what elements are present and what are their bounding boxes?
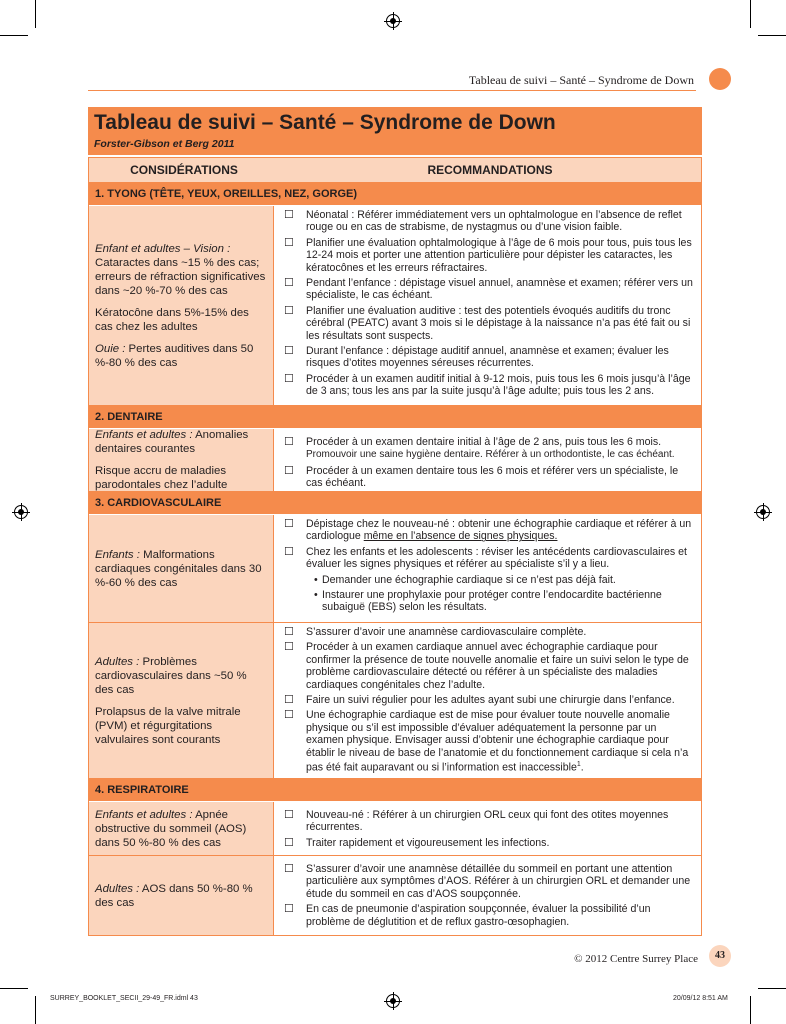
crop-mark	[35, 996, 36, 1024]
checkbox-icon: ☐	[284, 436, 294, 448]
sub-item	[284, 589, 693, 614]
crop-mark	[758, 35, 786, 36]
checkbox-icon: ☐	[284, 863, 294, 875]
page-number: 43	[709, 945, 731, 967]
crop-mark	[35, 0, 36, 28]
list-item	[284, 641, 693, 691]
recommendation-text: Procéder à un examen dentaire tous les 6 mois et référer vers un spécialiste, le cas échéant.	[306, 464, 679, 490]
recommendations-cell	[274, 802, 701, 855]
list-item	[284, 709, 693, 774]
recommendation-note: Promouvoir une saine hygiène dentaire. Référer à un orthodontiste, le cas échéant.	[306, 449, 675, 461]
footnote-marker: 1	[576, 761, 581, 769]
considerations-cell	[89, 802, 274, 855]
consideration-detail: Anomalies dentaires courantes	[95, 429, 249, 455]
header-dot	[709, 68, 731, 90]
table-row	[89, 623, 701, 779]
recommendation-text: Procéder à un examen auditif initial à 9-12 mois, puis tous les 6 mois jusqu’à l’âge de 3 ans; tous les ans par la suite jusqu’à l’âge adulte; puis tous les 2 ans.	[306, 372, 691, 398]
consideration-detail: AOS dans 50 %-80 % des cas	[95, 882, 253, 909]
table-row	[89, 802, 701, 856]
recommendations-cell	[274, 623, 701, 778]
list-item	[284, 837, 693, 849]
recommendation-text-group	[298, 709, 693, 774]
checkbox-icon: ☐	[284, 277, 294, 290]
crop-mark	[750, 0, 751, 28]
copyright: © 2012 Centre Surrey Place	[574, 953, 698, 965]
col-considerations: CONSIDÉRATIONS	[130, 163, 238, 177]
list-item	[284, 903, 693, 928]
considerations-cell	[89, 206, 274, 405]
consideration-detail: Cataractes dans ~15 % des cas; erreurs de réfraction significatives dans ~20 %-70 % des cas	[95, 256, 266, 297]
recommendation-text: Traiter rapidement et vigoureusement les infections.	[306, 836, 550, 849]
recommendation-emphasis: même en l’absence de signes physiques.	[363, 530, 558, 543]
checkbox-icon: ☐	[284, 209, 294, 221]
section-heading: 3. CARDIOVASCULAIRE	[89, 492, 701, 515]
consideration-lead: Adultes :	[95, 882, 140, 895]
registration-mark-icon	[386, 14, 400, 28]
sub-item-text: Demander une échographie cardiaque si ce n’est pas déjà fait.	[322, 573, 616, 586]
title-band	[88, 107, 702, 155]
consideration-text	[95, 428, 267, 456]
bullet-icon: •	[314, 589, 318, 602]
slug-filename: SURREY_BOOKLET_SECII_29-49_FR.idml 43	[50, 995, 198, 1002]
recommendation-text: Pendant l’enfance : dépistage visuel annuel, anamnèse et examen; référer vers un spécialiste, le cas échéant.	[306, 277, 693, 302]
consideration-text	[95, 808, 267, 850]
checkbox-icon: ☐	[284, 372, 294, 385]
considerations-cell	[89, 515, 274, 622]
checkbox-icon: ☐	[284, 518, 294, 530]
recommendation-text: Planifier une évaluation ophtalmologique à l’âge de 6 mois pour tous, puis tous les 12-24 mois et porter une attention particulière pour dépister les cataractes, les kératocônes et les erreurs réfractaires.	[306, 236, 692, 274]
running-head: Tableau de suivi – Santé – Syndrome de Down	[468, 73, 694, 87]
crop-mark	[758, 988, 786, 989]
list-item	[284, 345, 693, 370]
checkbox-icon: ☐	[284, 694, 294, 707]
consideration-text: Kératocône dans 5%-15% des cas chez les adultes	[95, 306, 249, 333]
consideration-text	[95, 882, 267, 910]
list-item	[284, 518, 693, 543]
table-row	[89, 206, 701, 406]
table-row	[89, 429, 701, 492]
list-item	[284, 373, 693, 398]
consideration-detail: Problèmes cardiovasculaires dans ~50 % des cas	[95, 655, 247, 696]
section-heading: 4. RESPIRATOIRE	[89, 779, 701, 802]
recommendations-cell	[274, 515, 701, 622]
crop-mark	[0, 988, 28, 989]
crop-mark	[750, 996, 751, 1024]
consideration-lead: Enfants et adultes :	[95, 429, 193, 441]
follow-up-table	[88, 157, 702, 936]
consideration-detail: Pertes auditives dans 50 %-80 % des cas	[95, 342, 254, 369]
considerations-cell	[89, 856, 274, 935]
list-item	[284, 277, 693, 302]
consideration-detail: Apnée obstructive du sommeil (AOS) dans 50 %-80 % des cas	[95, 808, 247, 849]
recommendation-text: Durant l’enfance : dépistage auditif annuel, anamnèse et examen; évaluer les risques d’otites moyennes séreuses récurrentes.	[306, 345, 669, 370]
checkbox-icon: ☐	[284, 903, 294, 916]
consideration-lead: Enfants et adultes :	[95, 808, 193, 821]
list-item	[284, 626, 693, 638]
sub-item-text: Instaurer une prophylaxie pour protéger contre l’endocardite bactérienne subaiguë (EBS) selon les résultats.	[322, 589, 662, 614]
bullet-icon: •	[314, 573, 318, 586]
list-item	[284, 209, 693, 234]
table-header	[89, 158, 701, 183]
consideration-text	[95, 655, 267, 697]
list-item	[284, 546, 693, 571]
checkbox-icon: ☐	[284, 464, 294, 477]
checkbox-icon: ☐	[284, 304, 294, 317]
consideration-text	[95, 342, 267, 370]
recommendation-text: Chez les enfants et les adolescents : réviser les antécédents cardiovasculaires et évaluer les signes physiques et référer au spécialiste s’il y a lieu.	[306, 545, 687, 571]
consideration-lead: Enfants :	[95, 548, 140, 561]
crop-mark	[0, 35, 28, 36]
considerations-cell	[89, 623, 274, 778]
registration-mark-icon	[756, 505, 770, 519]
list-item	[284, 809, 693, 834]
recommendation-text: Néonatal : Référer immédiatement vers un ophtalmologue en l’absence de reflet rouge ou en cas de strabisme, de nystagmus ou d’une vision faible.	[306, 209, 682, 234]
recommendation-text: Procéder à un examen dentaire initial à l’âge de 2 ans, puis tous les 6 mois.	[306, 436, 662, 448]
table-row	[89, 515, 701, 623]
registration-mark-icon	[14, 505, 28, 519]
consideration-lead: Ouie :	[95, 342, 126, 355]
section-heading: 2. DENTAIRE	[89, 406, 701, 429]
list-item	[284, 465, 693, 490]
checkbox-icon: ☐	[284, 836, 294, 849]
checkbox-icon: ☐	[284, 545, 294, 558]
checkbox-icon: ☐	[284, 809, 294, 821]
consideration-text: Risque accru de maladies parodontales chez l’adulte	[95, 465, 228, 491]
recommendation-text: Faire un suivi régulier pour les adultes ayant subi une chirurgie dans l’enfance.	[306, 694, 675, 707]
list-item	[284, 436, 693, 462]
checkbox-icon: ☐	[284, 709, 294, 722]
checkbox-icon: ☐	[284, 236, 294, 249]
list-item	[284, 863, 693, 900]
consideration-lead: Adultes :	[95, 655, 140, 668]
consideration-text: Prolapsus de la valve mitrale (PVM) et régurgitations valvulaires sont courants	[95, 705, 241, 746]
checkbox-icon: ☐	[284, 641, 294, 654]
recommendation-text: S’assurer d’avoir une anamnèse détaillée du sommeil en portant une attention particulière aux symptômes d’AOS. Référer à un chirurgien ORL et demander une étude du sommeil en cas d’AOS soupçonnée.	[306, 863, 691, 900]
list-item	[284, 237, 693, 274]
slug-timestamp: 20/09/12 8:51 AM	[673, 995, 728, 1002]
section-heading: 1. TYONG (TÊTE, YEUX, OREILLES, NEZ, GORGE)	[89, 183, 701, 206]
recommendation-text: Procéder à un examen cardiaque annuel avec échographie cardiaque pour confirmer la présence de toute nouvelle anomalie et faire un suivi selon le type de problème cardiovasculaire détecté ou référer à un spécialiste des maladies cardiaques congénitales chez l’adulte.	[306, 641, 689, 691]
page-subtitle: Forster-Gibson et Berg 2011	[94, 138, 235, 150]
consideration-detail: Malformations cardiaques congénitales dans 30 %-60 % des cas	[95, 548, 262, 589]
recommendation-text: Planifier une évaluation auditive : test des potentiels évoqués auditifs du tronc cérébral (PEATC) avant 3 mois si le dépistage à la naissance n’a pas été fait ou si les résultats sont suspects.	[306, 304, 691, 342]
recommendation-text-group	[298, 436, 693, 462]
header-rule	[88, 90, 696, 91]
recommendation-text: S’assurer d’avoir une anamnèse cardiovasculaire complète.	[306, 626, 587, 638]
recommendation-text: Nouveau-né : Référer à un chirurgien ORL ceux qui font des otites moyennes récurrentes.	[306, 809, 669, 834]
checkbox-icon: ☐	[284, 626, 294, 638]
recommendation-text: Une échographie cardiaque est de mise pour évaluer toute nouvelle anomalie physique ou s’il est impossible d’évaluer adéquatement la personne par un examen physique. Envisager aussi d’obtenir une échographie cardiaque pour établir le niveau de base de l’anatomie et du fonctionnement cardiaque si cela n’a pas été fait auparavant ou si l’information est inaccessible	[306, 709, 689, 774]
checkbox-icon: ☐	[284, 345, 294, 358]
recommendation-text: Dépistage chez le nouveau-né : obtenir une échographie cardiaque et référer à un cardiologue	[306, 518, 692, 543]
registration-mark-icon	[386, 994, 400, 1008]
col-recommendations: RECOMMANDATIONS	[427, 163, 553, 177]
list-item	[284, 305, 693, 342]
sentence-end: .	[580, 761, 584, 774]
consideration-lead: Enfant et adultes – Vision :	[95, 242, 231, 255]
recommendations-cell	[274, 856, 701, 935]
table-row	[89, 856, 701, 935]
consideration-text	[95, 548, 267, 590]
sub-item	[284, 574, 693, 586]
list-item	[284, 694, 693, 706]
recommendations-cell	[274, 206, 701, 405]
recommendation-text-group	[298, 518, 693, 543]
page-title: Tableau de suivi – Santé – Syndrome de Down	[94, 111, 556, 134]
recommendations-cell	[274, 429, 701, 491]
consideration-text	[95, 242, 267, 298]
considerations-cell	[89, 429, 274, 491]
recommendation-text: En cas de pneumonie d’aspiration soupçonnée, évaluer la possibilité d’un problème de déglutition et de reflux gastro-œsophagien.	[306, 903, 651, 928]
